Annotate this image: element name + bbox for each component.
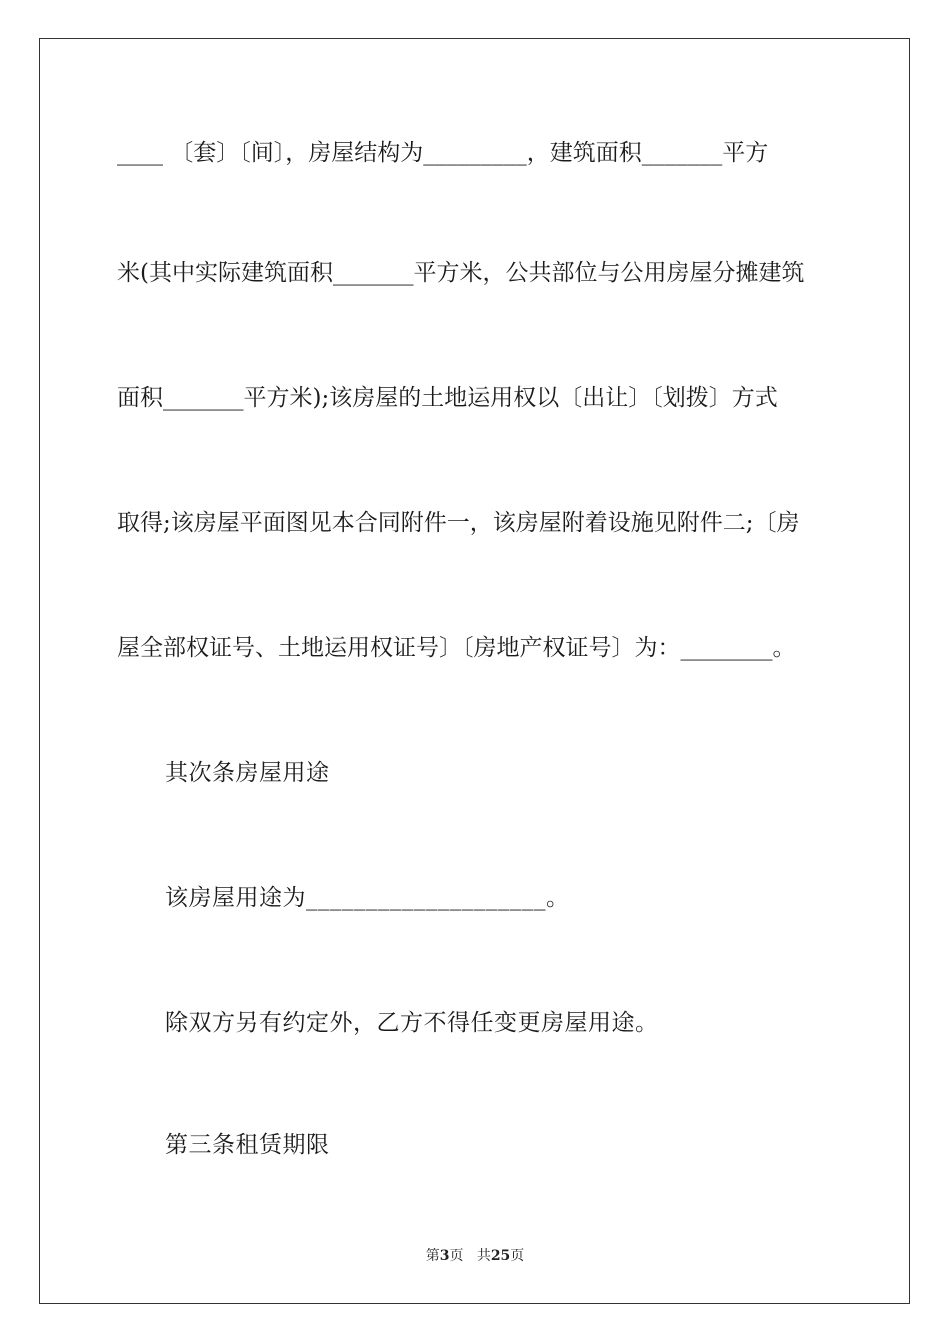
- page-border: [39, 38, 910, 1304]
- section-heading-term: 第三条租赁期限: [165, 1132, 330, 1158]
- body-line-2: 米(其中实际建筑面积_______平方米，公共部位与公用房屋分摊建筑: [117, 260, 805, 286]
- footer-current-page: 3: [439, 1248, 450, 1264]
- footer-total-suffix: 页: [510, 1248, 525, 1264]
- body-line-4: 取得;该房屋平面图见本合同附件一，该房屋附着设施见附件二;〔房: [117, 510, 800, 536]
- usage-line: 该房屋用途为____________________。: [165, 885, 570, 911]
- section-heading-usage: 其次条房屋用途: [165, 760, 330, 786]
- body-line-1: ____ 〔套〕〔间〕，房屋结构为_________，建筑面积_______平方: [117, 140, 769, 166]
- footer-prefix: 第: [425, 1248, 440, 1264]
- page-footer: [0, 1246, 950, 1266]
- footer-total-pages: 25: [490, 1248, 511, 1264]
- footer-total-prefix: 共: [476, 1248, 491, 1264]
- body-line-3: 面积_______平方米);该房屋的土地运用权以〔出让〕〔划拨〕方式: [117, 385, 778, 411]
- footer-page-word: 页: [449, 1248, 464, 1264]
- body-line-5: 屋全部权证号、土地运用权证号〕〔房地产权证号〕为：________。: [117, 635, 796, 661]
- usage-note: 除双方另有约定外，乙方不得任变更房屋用途。: [165, 1010, 659, 1036]
